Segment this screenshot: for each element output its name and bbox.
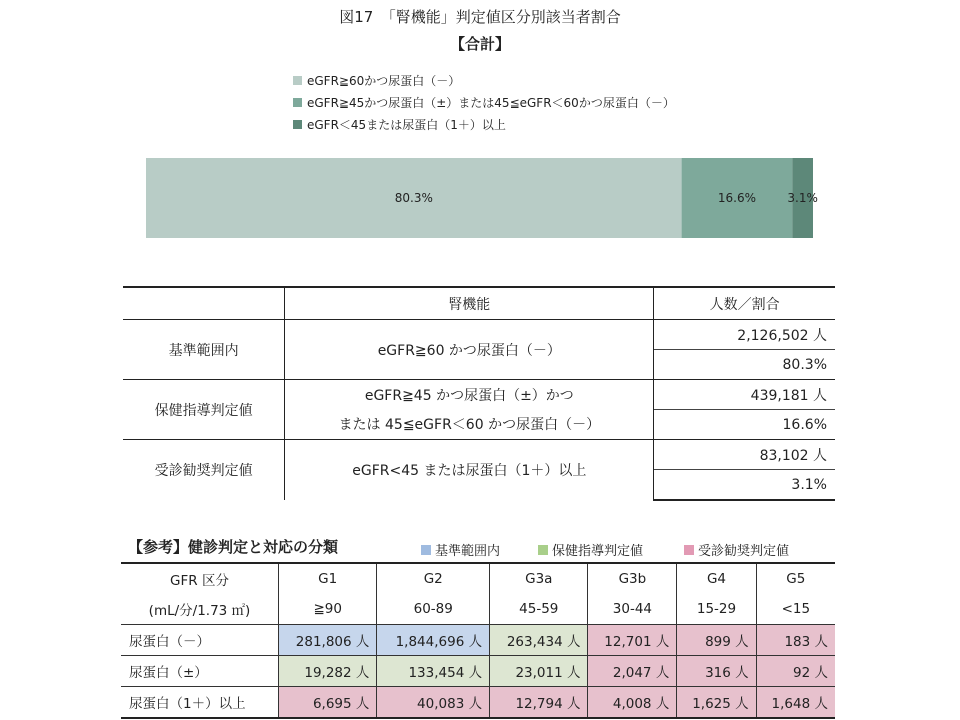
ref-cell: 12,701 人: [588, 625, 677, 656]
legend-swatch: [293, 98, 302, 107]
row-label: 尿蛋白（1＋）以上: [121, 687, 279, 719]
legend-label: eGFR＜45または尿蛋白（1＋）以上: [307, 117, 506, 132]
legend-swatch: [538, 545, 548, 555]
legend-item: [293, 91, 675, 113]
legend-item: [293, 113, 675, 135]
ref-cell: 899 人: [677, 625, 756, 656]
ref-head-row: [121, 563, 835, 594]
range-col: 60-89: [377, 594, 490, 625]
ref-cell: 1,648 人: [756, 687, 835, 719]
bar-data-label: 16.6%: [717, 191, 757, 205]
ref-cell: 133,454 人: [377, 656, 490, 687]
figure-title: 図17 「腎機能」判定値区分別該当者割合: [339, 8, 621, 26]
table-row: [123, 320, 835, 350]
reference-title: 【参考】健診判定と対応の分類: [128, 538, 339, 556]
range-col: 15-29: [677, 594, 756, 625]
ref-cell: 40,083 人: [377, 687, 490, 719]
ref-row: [121, 625, 835, 656]
table-row: [123, 440, 835, 470]
bar-data-label: 80.3%: [394, 191, 433, 205]
ref-cell: 23,011 人: [490, 656, 588, 687]
condition-text: eGFR≧45 かつ尿蛋白（±）かつ: [285, 380, 654, 410]
header-category: [123, 287, 285, 320]
header-value: 人数／割合: [654, 287, 835, 320]
kidney-function-table: [123, 286, 835, 501]
range-col: 30-44: [588, 594, 677, 625]
legend-swatch: [293, 76, 302, 85]
figure-subtitle: 【合計】: [449, 35, 510, 53]
legend-label: eGFR≧45かつ尿蛋白（±）または45≦eGFR＜60かつ尿蛋白（－）: [307, 95, 675, 110]
legend-label: 保健指導判定値: [552, 544, 644, 559]
condition-text: eGFR≧60 かつ尿蛋白（－）: [285, 320, 654, 380]
reference-legend-item: [538, 540, 643, 559]
ref-cell: 281,806 人: [279, 625, 377, 656]
gfr-col: G1: [279, 563, 377, 594]
gfr-col: G4: [677, 563, 756, 594]
chart-legend: [293, 69, 675, 135]
reference-legend-item: [421, 540, 500, 559]
ref-cell: 1,625 人: [677, 687, 756, 719]
count-cell: 2,126,502 人: [654, 320, 835, 350]
category-guidance: 保健指導判定値: [123, 380, 285, 440]
legend-swatch: [421, 545, 431, 555]
gfr-col: G3b: [588, 563, 677, 594]
table-row: [123, 380, 835, 410]
ref-cell: 2,047 人: [588, 656, 677, 687]
gfr-col: G5: [756, 563, 835, 594]
count-cell: 83,102 人: [654, 440, 835, 470]
range-col: ≧90: [279, 594, 377, 625]
legend-swatch: [684, 545, 694, 555]
unit-label: (mL/分/1.73 ㎡): [121, 594, 279, 625]
pct-cell: 80.3%: [654, 350, 835, 380]
legend-label: 基準範囲内: [435, 544, 501, 559]
ref-row: [121, 656, 835, 687]
ref-cell: 4,008 人: [588, 687, 677, 719]
category-normal: 基準範囲内: [123, 320, 285, 380]
gfr-col: G3a: [490, 563, 588, 594]
pct-cell: 3.1%: [654, 470, 835, 501]
legend-label: 受診勧奨判定値: [698, 544, 790, 559]
table-header-row: [123, 287, 835, 320]
condition-text: または 45≦eGFR＜60 かつ尿蛋白（－）: [285, 410, 654, 440]
ref-cell: 263,434 人: [490, 625, 588, 656]
ref-cell: 19,282 人: [279, 656, 377, 687]
pct-cell: 16.6%: [654, 410, 835, 440]
condition-text: eGFR<45 または尿蛋白（1＋）以上: [285, 440, 654, 501]
reference-legend-item: [684, 540, 789, 559]
ref-row: [121, 687, 835, 719]
row-label: 尿蛋白（－）: [121, 625, 279, 656]
range-col: 45-59: [490, 594, 588, 625]
category-referral: 受診勧奨判定値: [123, 440, 285, 501]
ref-cell: 6,695 人: [279, 687, 377, 719]
gfr-label: GFR 区分: [121, 563, 279, 594]
ref-cell: 12,794 人: [490, 687, 588, 719]
legend-item: [293, 69, 675, 91]
legend-label: eGFR≧60かつ尿蛋白（－）: [307, 73, 461, 88]
count-cell: 439,181 人: [654, 380, 835, 410]
gfr-col: G2: [377, 563, 490, 594]
range-col: <15: [756, 594, 835, 625]
stacked-bar-chart: [0, 150, 960, 250]
gfr-reference-table: [121, 562, 835, 719]
ref-cell: 1,844,696 人: [377, 625, 490, 656]
row-label: 尿蛋白（±）: [121, 656, 279, 687]
ref-head-row: [121, 594, 835, 625]
ref-cell: 92 人: [756, 656, 835, 687]
header-kidney: 腎機能: [285, 287, 654, 320]
bar-data-label: 3.1%: [787, 191, 818, 205]
legend-swatch: [293, 120, 302, 129]
ref-cell: 316 人: [677, 656, 756, 687]
ref-cell: 183 人: [756, 625, 835, 656]
